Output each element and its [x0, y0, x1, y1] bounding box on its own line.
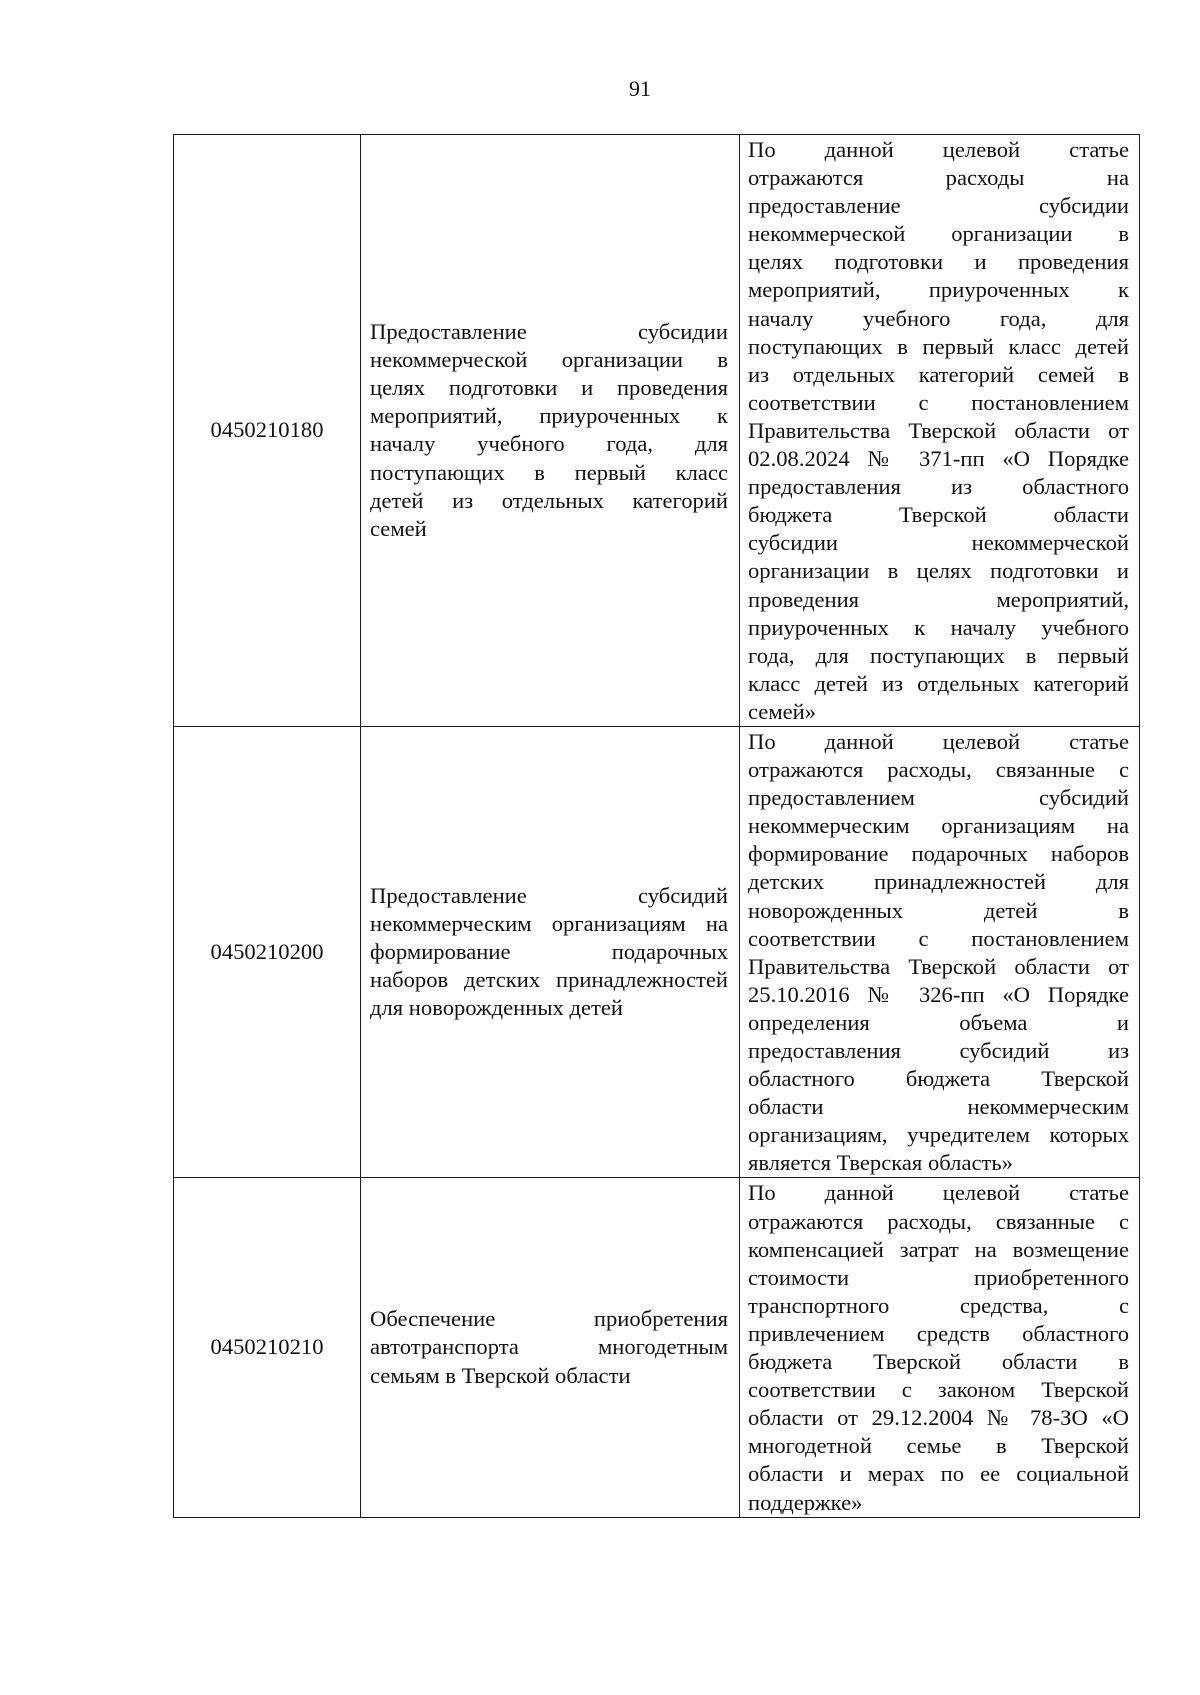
- description-line: компенсацией затрат на возмещение: [748, 1236, 1129, 1262]
- target-article-code: 0450210180: [174, 135, 361, 727]
- name-line: семей: [370, 515, 427, 541]
- description-line: предоставлением субсидий: [748, 785, 1129, 811]
- description-line: соответствии с постановлением: [748, 925, 1129, 951]
- budget-classification-table: [173, 134, 1140, 1518]
- description-line: 02.08.2024 № 371-пп «О Порядке: [748, 446, 1129, 472]
- description-line: семей»: [748, 698, 817, 724]
- description-line: отражаются расходы, связанные с: [748, 1208, 1129, 1234]
- description-line: из отдельных категорий семей в: [748, 361, 1129, 387]
- target-article-name: [361, 1178, 740, 1517]
- description-line: целях подготовки и проведения: [748, 249, 1129, 275]
- description-line: некоммерческой организации в: [748, 221, 1129, 247]
- description-line: года, для поступающих в первый: [748, 642, 1129, 668]
- description-line: соответствии с постановлением: [748, 389, 1129, 415]
- name-line: семьям в Тверской области: [370, 1362, 631, 1388]
- description-line: бюджета Тверской области: [748, 502, 1129, 528]
- target-article-code: 0450210210: [174, 1178, 361, 1517]
- description-line: Правительства Тверской области от: [748, 417, 1129, 443]
- description-line: области и мерах по ее социальной: [748, 1461, 1129, 1487]
- description-line: Правительства Тверской области от: [748, 953, 1129, 979]
- name-line: поступающих в первый класс: [370, 459, 728, 485]
- description-line: поступающих в первый класс детей: [748, 333, 1129, 359]
- description-line: многодетной семье в Тверской: [748, 1433, 1129, 1459]
- name-line: началу учебного года, для: [370, 431, 728, 457]
- description-line: привлечением средств областного: [748, 1320, 1129, 1346]
- name-line: некоммерческой организации в: [370, 347, 728, 373]
- description-line: предоставление субсидии: [748, 193, 1129, 219]
- name-line: Предоставление субсидии: [370, 319, 728, 345]
- description-line: бюджета Тверской области в: [748, 1349, 1129, 1375]
- table-row: [174, 726, 1140, 1178]
- description-line: субсидии некоммерческой: [748, 530, 1129, 556]
- description-line: определения объема и: [748, 1009, 1129, 1035]
- name-line: детей из отдельных категорий: [370, 487, 728, 513]
- description-line: организации в целях подготовки и: [748, 558, 1129, 584]
- description-line: предоставления из областного: [748, 474, 1129, 500]
- name-line: формирование подарочных: [370, 939, 728, 965]
- target-article-code: 0450210200: [174, 726, 361, 1178]
- description-line: началу учебного года, для: [748, 305, 1129, 331]
- target-article-name: [361, 726, 740, 1178]
- table-row: [174, 1178, 1140, 1517]
- name-line: целях подготовки и проведения: [370, 375, 728, 401]
- description-line: организациям, учредителем которых: [748, 1122, 1129, 1148]
- description-line: поддержке»: [748, 1489, 863, 1515]
- description-line: мероприятий, приуроченных к: [748, 277, 1129, 303]
- description-line: является Тверская область»: [748, 1150, 1013, 1176]
- description-line: новорожденных детей в: [748, 897, 1129, 923]
- description-line: 25.10.2016 № 326-пп «О Порядке: [748, 981, 1129, 1007]
- description-line: области от 29.12.2004 № 78-ЗО «О: [748, 1405, 1129, 1431]
- description-line: некоммерческим организациям на: [748, 813, 1129, 839]
- target-article-description: [740, 726, 1140, 1178]
- name-line: автотранспорта многодетным: [370, 1334, 728, 1360]
- description-line: проведения мероприятий,: [748, 586, 1129, 612]
- description-line: стоимости приобретенного: [748, 1264, 1129, 1290]
- page-number: 91: [629, 76, 651, 101]
- description-line: По данной целевой статье: [748, 1180, 1129, 1206]
- description-line: формирование подарочных наборов: [748, 841, 1129, 867]
- name-line: Предоставление субсидий: [370, 882, 728, 908]
- description-line: По данной целевой статье: [748, 137, 1129, 162]
- description-line: По данной целевой статье: [748, 728, 1129, 754]
- table-row: [174, 135, 1140, 727]
- description-line: соответствии с законом Тверской: [748, 1377, 1129, 1403]
- name-line: мероприятий, приуроченных к: [370, 403, 728, 429]
- description-line: областного бюджета Тверской: [748, 1066, 1129, 1092]
- name-line: Обеспечение приобретения: [370, 1306, 728, 1332]
- description-line: приуроченных к началу учебного: [748, 614, 1129, 640]
- target-article-name: [361, 135, 740, 727]
- description-line: отражаются расходы на: [748, 165, 1129, 191]
- description-line: области некоммерческим: [748, 1094, 1129, 1120]
- description-line: транспортного средства, с: [748, 1292, 1129, 1318]
- name-line: для новорожденных детей: [370, 995, 623, 1021]
- description-line: предоставления субсидий из: [748, 1038, 1129, 1063]
- description-line: отражаются расходы, связанные с: [748, 757, 1129, 783]
- description-line: класс детей из отдельных категорий: [748, 670, 1129, 696]
- target-article-description: [740, 135, 1140, 727]
- description-line: детских принадлежностей для: [748, 869, 1129, 895]
- target-article-description: [740, 1178, 1140, 1517]
- name-line: наборов детских принадлежностей: [370, 967, 728, 993]
- name-line: некоммерческим организациям на: [370, 911, 728, 937]
